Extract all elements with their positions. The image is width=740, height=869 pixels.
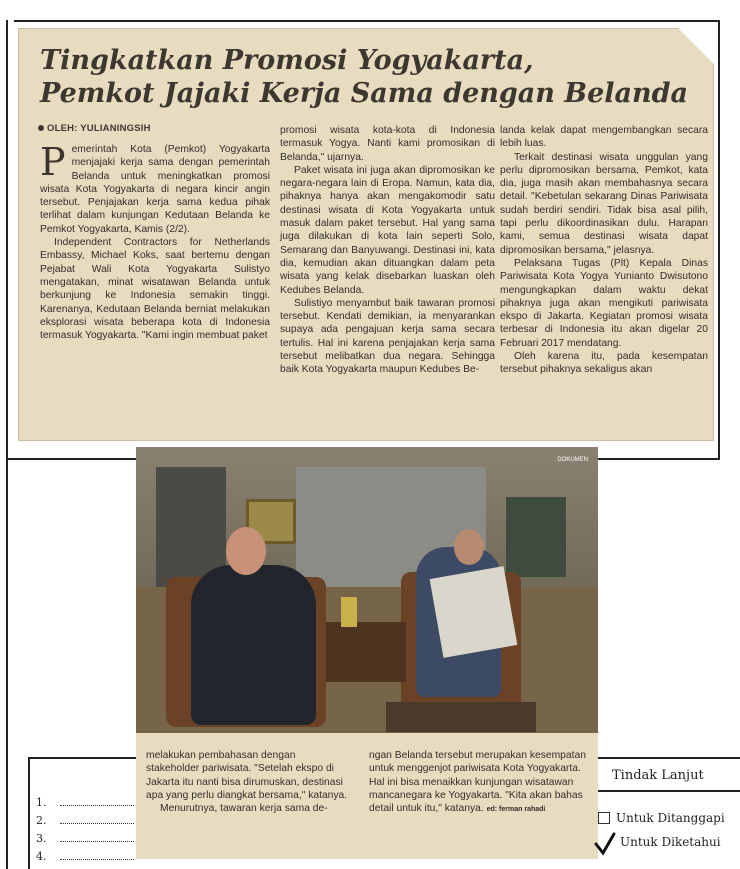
foreground-table — [386, 702, 536, 732]
article-continuation — [136, 733, 598, 859]
article-headline — [40, 44, 690, 110]
continuation-column-1 — [146, 749, 351, 815]
form-line-numbers-left — [28, 757, 30, 869]
article-column-2 — [280, 124, 495, 377]
form-border-top — [14, 20, 720, 22]
headline-line-1: Tingkatkan Promosi Yogyakarta, — [40, 45, 534, 76]
tindak-lanjut-label: Tindak Lanjut — [612, 768, 704, 783]
headline-line-2: Pemkot Jajaki Kerja Sama dengan Belanda — [40, 78, 689, 109]
paragraph: Menurutnya, tawaran kerja sama de- — [160, 803, 328, 815]
article-photo — [136, 447, 598, 733]
form-dotted-line-2 — [60, 816, 134, 824]
article-column-1 — [40, 140, 270, 342]
checkmark-icon — [594, 832, 616, 856]
photo-credit: DOKUMEN — [557, 457, 588, 463]
person-right-head — [454, 529, 484, 565]
untuk-diketahui-label: Untuk Diketahui — [620, 835, 721, 849]
paragraph — [40, 140, 270, 236]
flag-stand — [506, 497, 566, 577]
form-border-left — [6, 20, 8, 460]
form-number-4: 4. — [36, 850, 47, 863]
form-number-3: 3. — [36, 832, 47, 845]
byline-text: OLEH: YULIANINGSIH — [47, 123, 151, 134]
paragraph — [369, 749, 587, 816]
continuation-column-2 — [369, 749, 587, 816]
form-dotted-line-3 — [60, 834, 134, 842]
newspaper — [430, 566, 518, 658]
paragraph: melakukan pembahasan dengan stakeholder pariwisata. "Setelah ekspo di Jakarta itu nanti bisa dirumuskan, destinasi apa yang perlu diangkat bersama," katanya. — [146, 750, 348, 801]
form-line-numbers-top — [28, 757, 138, 759]
paragraph: Paket wisata ini juga akan dipromosikan ke negara-negara lain di Eropa. Namun, kata dia, pihaknya hanya akan mengakomodir satu destinasi wisata di Kota Yogyakarta untuk masuk dalam paket tersebut. Hal yang sama juga dilakukan di kota lain seperti Solo, Semarang dan Banyuwangi. Destinasi ini, kata dia, kemudian akan dituangkan dalam peta wisata yang kelak disebarkan luaskan oleh Kedubes Belanda. — [280, 164, 495, 296]
article-column-3 — [500, 124, 708, 377]
article-clipping — [18, 28, 714, 441]
paragraph: promosi wisata kota-kota di Indonesia termasuk Yogya. Nanti kami promosikan di Belanda," ujarnya. — [280, 125, 495, 163]
drop-cap: P — [40, 140, 66, 184]
paragraph-text: ngan Belanda tersebut merupakan kesempatan untuk menggenjot pariwisata Kota Yogyakarta. Hal ini bisa menaikkan kunjungan wisatawan mancanegara ke Yogyakarta. "Kita akan bahas detail untuk itu," katanya. — [369, 750, 586, 815]
form-border-bottom-left — [6, 458, 8, 869]
paragraph: landa kelak dapat mengembangkan secara lebih luas. — [500, 125, 708, 150]
person-left-head — [226, 527, 266, 575]
form-line-right-upper — [596, 757, 740, 759]
paragraph: Terkait destinasi wisata unggulan yang perlu dipromosikan bersama, Pemkot, kata dia, juga masih akan membahasnya secara detail. "Kebetulan sekarang Dinas Pariwisata sudah berdiri sendiri. Tidak bisa asal pilih, tapi perlu dikoordinasikan dulu. Harapan kami, semua destinasi wisata dapat dipromosikan bersama," jelasnya. — [500, 151, 708, 256]
paragraph: Pelaksana Tugas (Plt) Kepala Dinas Pariwisata Kota Yogya Yunianto Dwisutono mengungkapkan dalam waktu dekat pihaknya juga akan mengikuti pariwisata ekspo di Jakarta. Kegiatan promosi wisata terbesar di Indonesia itu akan digelar 20 Februari 2017 mendatang. — [500, 257, 708, 349]
ditanggapi-checkbox[interactable] — [598, 812, 610, 824]
paragraph: Oleh karena itu, pada kesempatan tersebut pihaknya sekaligus akan — [500, 351, 708, 376]
form-dotted-line-4 — [60, 852, 134, 860]
form-line-right-lower — [596, 790, 740, 792]
form-number-2: 2. — [36, 814, 47, 827]
form-number-1: 1. — [36, 796, 47, 809]
form-border-right — [718, 20, 720, 460]
paragraph: Independent Contractors for Netherlands Embassy, Michael Koks, saat bertemu dengan Pejabat Wali Kota Yogyakarta Sulistyo mengatakan, minat wisatawan Belanda untuk berkunjung ke Indonesia semakin tinggi. Karenanya, Kedutaan Belanda berniat melakukan eksplorasi wisata beberapa kota di Indonesia termasuk Yogyakarta. "Kami ingin membuat paket — [40, 237, 270, 342]
paragraph: Sulistiyo menyambut baik tawaran promosi tersebut. Kendati demikian, ia menyarankan supaya ada pengajuan kerja sama secara tertulis. Hal ini karena penjajakan kerja sama tersebut melibatkan dua negara. Sehingga baik Kota Yogyakarta maupun Kedubes Be- — [280, 297, 495, 376]
article-byline — [38, 123, 151, 134]
form-dotted-line-1 — [60, 798, 134, 806]
untuk-ditanggapi-label: Untuk Ditanggapi — [616, 811, 725, 825]
trophy — [341, 597, 357, 627]
editor-credit: ed: ferman rahadi — [486, 806, 546, 814]
paragraph-text: emerintah Kota (Pemkot) Yogyakarta menjajaki kerja sama dengan pemerintah Belanda untuk meningkatkan promosi wisata Kota Yogyakarta di negara kincir angin tersebut. Penjajakan kerja sama kedua pihak terlihat dalam kunjungan Kedutaan Belanda ke Pemkot Yogyakarta, Kamis (2/2). — [40, 144, 270, 235]
bullet-icon — [38, 125, 44, 131]
coffee-table — [326, 622, 406, 682]
person-left — [191, 565, 316, 725]
